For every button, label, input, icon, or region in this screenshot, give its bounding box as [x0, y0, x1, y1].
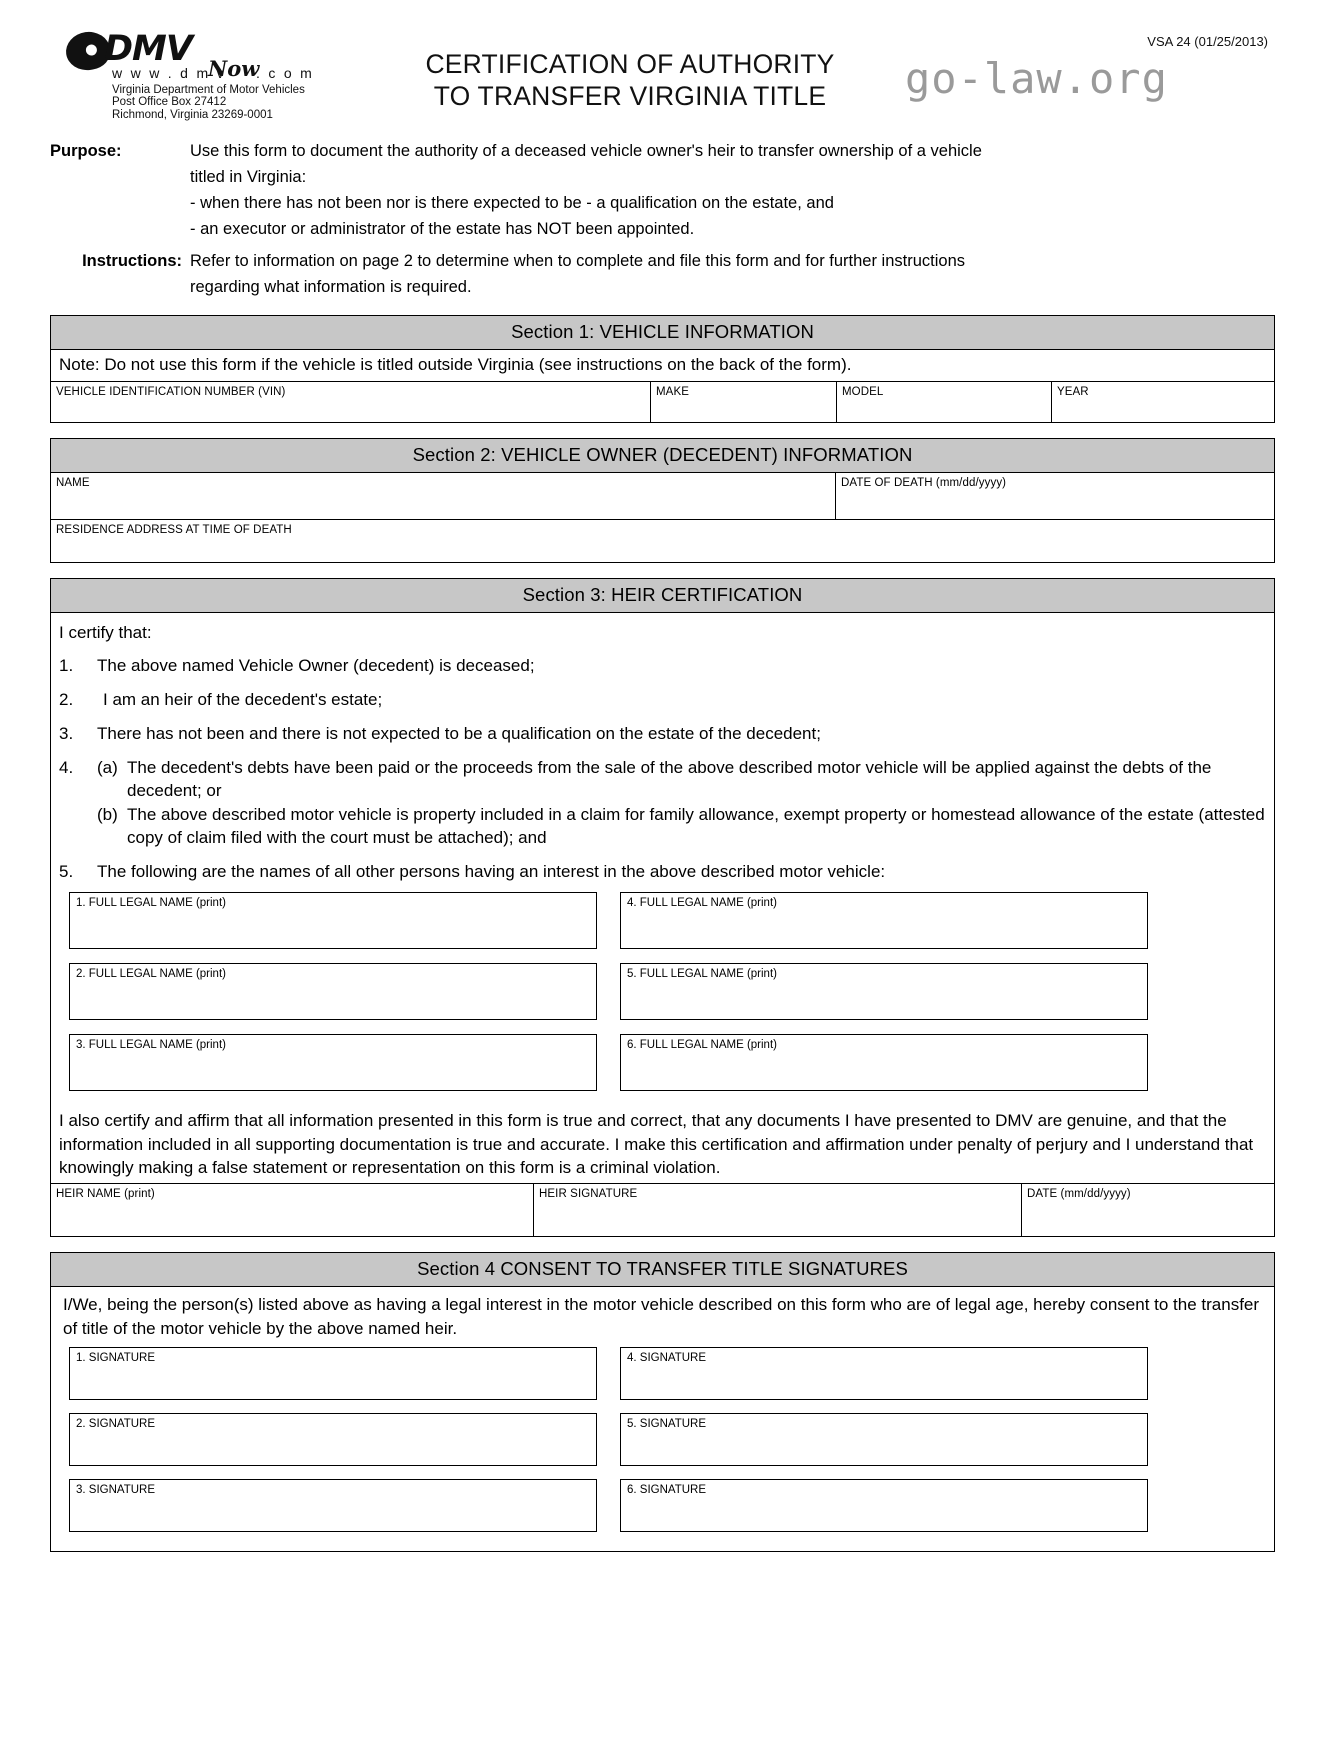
cert-item-text: I am an heir of the decedent's estate;	[103, 690, 383, 709]
cert-item	[59, 688, 1266, 711]
year-field[interactable]	[1052, 382, 1274, 422]
model-label: MODEL	[842, 386, 884, 398]
consent-signature-label: 5. SIGNATURE	[627, 1417, 707, 1430]
watermark: go-law.org	[905, 54, 1168, 103]
consent-signature-label: 3. SIGNATURE	[76, 1483, 156, 1496]
purpose-line-3: - when there has not been nor is there expected to be - a qualification on the estate, and	[190, 194, 834, 212]
consent-signature-box[interactable]	[620, 1413, 1148, 1466]
heir-name-field[interactable]	[51, 1184, 534, 1236]
page-title-line1: CERTIFICATION OF AUTHORITY	[425, 49, 835, 79]
cert-item-text: There has not been and there is not expected to be a qualification on the estate of the decedent;	[97, 724, 821, 743]
dmv-logo-block	[60, 29, 360, 121]
purpose-row	[50, 138, 1275, 242]
purpose-line-4: - an executor or administrator of the estate has NOT been appointed.	[190, 220, 695, 238]
cert-item-number: 1.	[59, 656, 74, 675]
agency-name: Virginia Department of Motor Vehicles	[112, 84, 305, 96]
interested-persons-name-grid	[51, 889, 1274, 1107]
cert-item-text: The above named Vehicle Owner (decedent) is deceased;	[97, 656, 535, 675]
section-1-vehicle-information	[50, 315, 1275, 423]
cert-item-number: 2.	[59, 690, 74, 709]
instructions-label: Instructions:	[82, 252, 182, 270]
consent-signature-label: 6. SIGNATURE	[627, 1483, 707, 1496]
consent-signature-box[interactable]	[69, 1413, 597, 1466]
instructions-line-2: regarding what information is required.	[190, 278, 472, 296]
consent-signature-box[interactable]	[69, 1347, 597, 1400]
full-legal-name-box[interactable]	[620, 892, 1148, 949]
full-legal-name-box[interactable]	[69, 1034, 597, 1091]
cert-item-number: 3.	[59, 724, 74, 743]
heir-signature-date-label: DATE (mm/dd/yyyy)	[1027, 1187, 1131, 1200]
dmv-wordmark: DMV	[104, 29, 192, 69]
dmv-url-www: w w w . d m v	[112, 65, 226, 81]
heir-signature-field[interactable]	[534, 1184, 1022, 1236]
cert-item-4a	[97, 756, 1266, 802]
cert-item-4b-text: The above described motor vehicle is property included in a claim for family allowance, exempt property or homestead allowance of the estate (attested copy of claim filed with the court must be attached); and	[127, 805, 1265, 847]
cert-item-number: 4.	[59, 758, 74, 777]
form-header	[50, 22, 1275, 134]
full-legal-name-label: 4. FULL LEGAL NAME (print)	[627, 897, 777, 909]
section-3-heir-certification	[50, 578, 1275, 1237]
date-of-death-label: DATE OF DEATH (mm/dd/yyyy)	[841, 477, 1007, 489]
section-3-signature-row	[51, 1183, 1274, 1236]
cert-item-4	[59, 756, 1266, 849]
section-3-body	[51, 613, 1274, 883]
affirmation-paragraph: I also certify and affirm that all information presented in this form is true and correct, that any documents I have presented to DMV are genuine, and that the information included in all supporting documentation is true and accurate. I make this certification and affirmation under penalty of perjury and I understand that knowingly making a false statement or representation on this form is a criminal violation.	[59, 1111, 1254, 1177]
heir-signature-date-field[interactable]	[1022, 1184, 1274, 1236]
agency-address	[112, 84, 305, 121]
year-label: YEAR	[1057, 386, 1089, 398]
instructions-row	[50, 248, 1275, 300]
cert-item-4a-label: (a)	[97, 758, 118, 777]
full-legal-name-label: 1. FULL LEGAL NAME (print)	[76, 897, 226, 909]
section-1-note: Note: Do not use this form if the vehicle is titled outside Virginia (see instructions on the back of the form).	[51, 350, 1274, 382]
residence-address-label: RESIDENCE ADDRESS AT TIME OF DEATH	[56, 524, 292, 536]
full-legal-name-box[interactable]	[69, 963, 597, 1020]
section-1-fields-row	[51, 382, 1274, 422]
section-1-heading: Section 1: VEHICLE INFORMATION	[51, 316, 1274, 350]
heir-name-label: HEIR NAME (print)	[56, 1187, 155, 1200]
make-field[interactable]	[651, 382, 837, 422]
dmv-url-com: . c o m	[256, 65, 315, 81]
agency-city-state-zip: Richmond, Virginia 23269-0001	[112, 108, 273, 121]
cert-item-text: The following are the names of all other persons having an interest in the above described motor vehicle:	[97, 862, 886, 881]
consent-signature-box[interactable]	[620, 1479, 1148, 1532]
full-legal-name-label: 2. FULL LEGAL NAME (print)	[76, 968, 226, 980]
section-2-address-row	[51, 520, 1274, 562]
consent-signature-label: 2. SIGNATURE	[76, 1417, 156, 1430]
cert-item-4a-text: The decedent's debts have been paid or the proceeds from the sale of the above described motor vehicle will be applied against the debts of the decedent; or	[127, 758, 1212, 800]
instructions-line-1: Refer to information on page 2 to determine when to complete and file this form and for further instructions	[190, 252, 965, 270]
full-legal-name-label: 3. FULL LEGAL NAME (print)	[76, 1039, 226, 1051]
date-of-death-field[interactable]	[836, 473, 1274, 519]
vin-label: VEHICLE IDENTIFICATION NUMBER (VIN)	[56, 386, 286, 398]
section-3-heading: Section 3: HEIR CERTIFICATION	[51, 579, 1274, 613]
full-legal-name-box[interactable]	[69, 892, 597, 949]
consent-signature-label: 1. SIGNATURE	[76, 1351, 156, 1364]
model-field[interactable]	[837, 382, 1052, 422]
cert-item	[59, 722, 1266, 745]
consent-signature-box[interactable]	[69, 1479, 597, 1532]
purpose-label: Purpose:	[50, 142, 122, 160]
section-4-consent-signatures	[50, 1252, 1275, 1552]
section-2-fields-row	[51, 473, 1274, 520]
agency-po-box: Post Office Box 27412	[112, 96, 227, 109]
full-legal-name-label: 6. FULL LEGAL NAME (print)	[627, 1039, 777, 1051]
cert-item-4b	[97, 803, 1266, 849]
cert-item	[59, 654, 1266, 677]
full-legal-name-box[interactable]	[620, 963, 1148, 1020]
cert-item-number: 5.	[59, 862, 74, 881]
section-2-heading: Section 2: VEHICLE OWNER (DECEDENT) INFORMATION	[51, 439, 1274, 473]
decedent-name-label: NAME	[56, 477, 90, 489]
vin-field[interactable]	[51, 382, 651, 422]
section-2-vehicle-owner-information	[50, 438, 1275, 563]
dmv-url-now: Now	[208, 56, 260, 81]
consent-signature-grid	[51, 1345, 1274, 1551]
purpose-line-2: titled in Virginia:	[190, 168, 307, 186]
full-legal-name-label: 5. FULL LEGAL NAME (print)	[627, 968, 777, 980]
cert-item-5	[59, 860, 1266, 883]
form-number: VSA 24 (01/25/2013)	[1147, 34, 1268, 49]
section-4-heading: Section 4 CONSENT TO TRANSFER TITLE SIGNATURES	[51, 1253, 1274, 1287]
consent-signature-label: 4. SIGNATURE	[627, 1351, 707, 1364]
consent-signature-box[interactable]	[620, 1347, 1148, 1400]
purpose-instructions-block	[50, 138, 1275, 300]
page-title	[350, 48, 910, 112]
make-label: MAKE	[656, 386, 689, 398]
residence-address-field[interactable]	[51, 520, 1274, 562]
section-4-intro: I/We, being the person(s) listed above as having a legal interest in the motor vehicle described on this form who are of legal age, hereby consent to the transfer of title of the motor vehicle by the above named heir.	[63, 1294, 1260, 1338]
purpose-text	[190, 138, 1275, 242]
certify-lead: I certify that:	[59, 623, 152, 642]
purpose-line-1: Use this form to document the authority of a deceased vehicle owner's heir to transfer ownership of a vehicle	[190, 142, 982, 160]
heir-signature-label: HEIR SIGNATURE	[539, 1187, 638, 1200]
instructions-text	[190, 248, 1275, 300]
decedent-name-field[interactable]	[51, 473, 836, 519]
full-legal-name-box[interactable]	[620, 1034, 1148, 1091]
page-title-line2: TO TRANSFER VIRGINIA TITLE	[433, 81, 827, 111]
cert-item-4b-label: (b)	[97, 805, 118, 824]
